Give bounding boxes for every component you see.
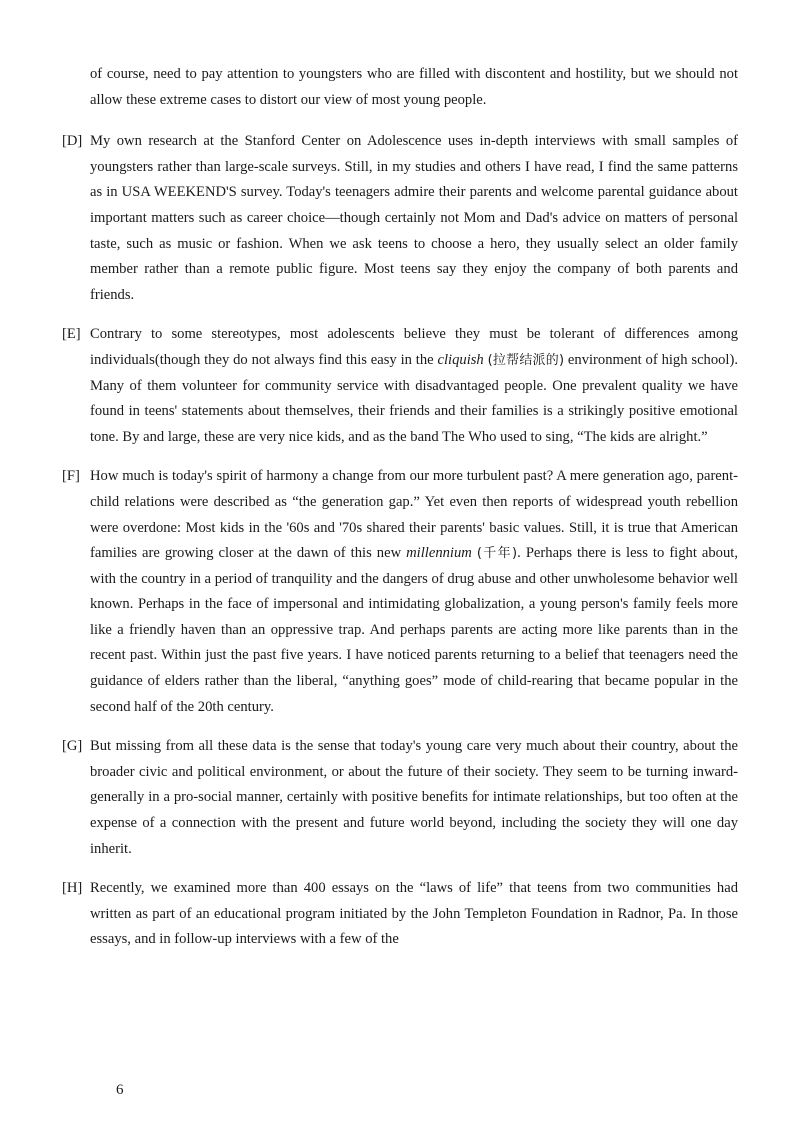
paragraph-e <box>62 322 738 450</box>
article-body <box>62 62 738 967</box>
vocab-term: millennium <box>406 545 472 562</box>
chinese-gloss: (拉帮结派的) <box>487 352 565 368</box>
paragraph-label: [E] <box>62 326 81 343</box>
vocab-term: cliquish <box>437 351 484 368</box>
paragraph-g <box>62 734 738 862</box>
paragraph-label: [H] <box>62 880 83 897</box>
continuation-paragraph: of course, need to pay attention to youngsters who are filled with discontent and hostility, but we should not allow these extreme cases to distort our view of most young people. <box>90 66 738 108</box>
page-number: 6 <box>116 1082 124 1098</box>
paragraph-label: [D] <box>62 133 83 150</box>
paragraph-label: [F] <box>62 468 80 485</box>
paragraph-text: But missing from all these data is the sense that today's young care very much about their country, about the broader civic and political environment, or about the future of their society. They seem to be turning inward-generally in a pro-social manner, certainly with positive benefits for intimate relationships, but too often at the expense of a connection with the present and future world beyond, including the society they will one day inherit. <box>90 738 738 857</box>
chinese-gloss: (千年) <box>476 546 518 562</box>
paragraph-text: My own research at the Stanford Center on Adolescence uses in-depth interviews with small samples of youngsters rather than large-scale surveys. Still, in my studies and others I have read, I find the same patterns as in USA WEEKEND'S survey. Today's teenagers admire their parents and welcome parental guidance about important matters such as career choice—though certainly not Mom and Dad's advice on matters of personal taste, such as music or fashion. When we ask teens to choose a hero, they usually select an older family member rather than a remote public figure. Most teens say they enjoy the company of both parents and friends. <box>90 133 738 303</box>
paragraph-text-start: How much is today's spirit of harmony a change from our more turbulent past? A mere generation ago, parent-child relations were described as “the generation gap.” Yet even then reports of widespread youth rebellion were overdone: Most kids in the '60s and '70s shared their parents' basic values. Still, it is true that American families are growing closer at the dawn of this new <box>90 468 738 562</box>
paragraph-d <box>62 129 738 308</box>
paragraph-f <box>62 464 738 720</box>
paragraph-h <box>62 876 738 953</box>
paragraph-text-end: . Perhaps there is less to fight about, with the country in a period of tranquility and the dangers of drug abuse and other unwholesome behavior well known. Perhaps in the face of impersonal and intimidating globalization, a young person's family feels more like a friendly haven than an oppressive trap. And perhaps parents are acting more like parents than in the recent past. Within just the past five years. I have noticed parents returning to a belief that teenagers need the guidance of elders rather than the liberal, “anything goes” mode of child-rearing that became popular in the second half of the 20th century. <box>90 545 738 715</box>
paragraph-text-end: environment of high school). Many of them volunteer for community service with disadvantaged people. One prevalent quality we have found in teens' statements about themselves, their friends and their families is a strikingly positive emotional tone. By and large, these are very nice kids, and as the band The Who used to sing, “The kids are alright.” <box>90 351 738 445</box>
paragraph-text: Recently, we examined more than 400 essays on the “laws of life” that teens from two communities had written as part of an educational program initiated by the John Templeton Foundation in Radnor, Pa. In those essays, and in follow-up interviews with a few of the <box>90 880 738 948</box>
paragraph-text-start: Contrary to some stereotypes, most adolescents believe they must be tolerant of differences among individuals(though they do not always find this easy in the <box>90 326 738 368</box>
paragraph-label: [G] <box>62 738 83 755</box>
